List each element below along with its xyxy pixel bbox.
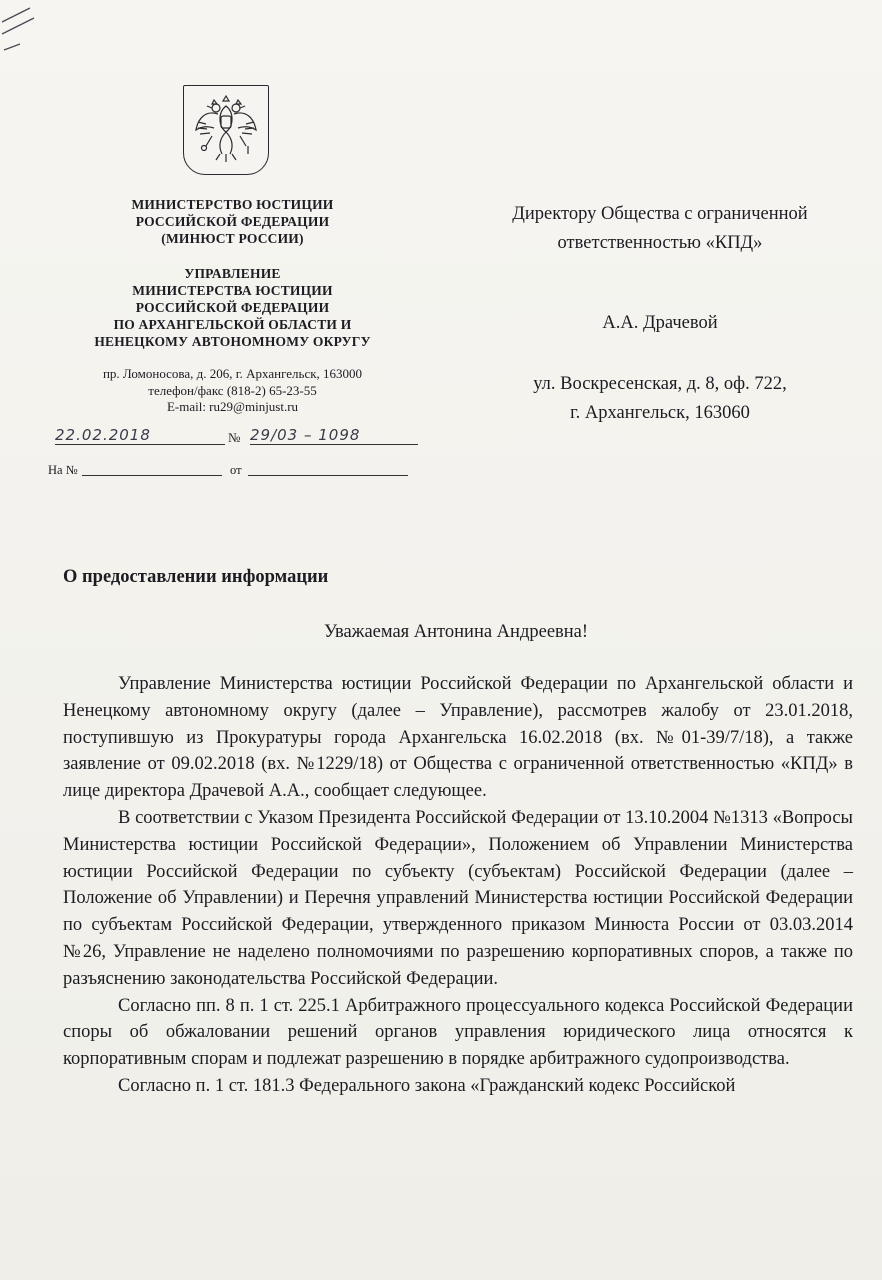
pen-mark-icon <box>0 0 60 60</box>
addressee-city: г. Архангельск, 163060 <box>570 403 750 423</box>
department-name <box>50 265 415 350</box>
addressee-address <box>460 370 860 428</box>
addressee-name: А.А. Драчевой <box>602 313 718 333</box>
addressee-line: Директору Общества с ограниченной <box>512 204 808 224</box>
letter-paragraph: В соответствии с Указом Президента Российской Федерации от 13.10.2004 №1313 «Вопросы Министерства юстиции Российской Федерации», Положением об Управлении Министерства юстиции Российской Федерации по субъекту (субъектам) Российской Федерации (далее – Положение об Управлении) и Перечня управлений Министерства юстиции Российской Федерации по субъектам Российской Федерации, утвержденного приказом Минюста России от 03.03.2014 №26, Управление не наделено полномочиями по разрешению корпоративных споров, а также по разъяснению законодательства Российской Федерации. <box>63 807 853 989</box>
sender-contacts <box>50 366 415 416</box>
addressee-line: ответственностью «КПД» <box>557 233 763 253</box>
department-line: МИНИСТЕРСТВА ЮСТИЦИИ <box>132 283 333 298</box>
letter-subject: О предоставлении информации <box>63 567 329 587</box>
coat-of-arms-emblem <box>183 85 269 175</box>
double-headed-eagle-icon <box>192 92 260 168</box>
sender-email: E-mail: ru29@minjust.ru <box>166 399 299 414</box>
addressee-title <box>460 200 860 258</box>
department-line: ПО АРХАНГЕЛЬСКОЙ ОБЛАСТИ И <box>113 317 352 332</box>
department-line: НЕНЕЦКОМУ АВТОНОМНОМУ ОКРУГУ <box>94 334 371 349</box>
reference-blank <box>82 475 222 476</box>
addressee-street: ул. Воскресенская, д. 8, оф. 722, <box>533 374 787 394</box>
letter-body <box>63 671 853 1100</box>
letter-paragraph: Согласно пп. 8 п. 1 ст. 225.1 Арбитражного процессуального кодекса Российской Федерации споры об обжаловании решений органов управления юридического лица относятся к корпоративным спорам и подлежат разрешению в порядке арбитражного судопроизводства. <box>63 995 853 1070</box>
ministry-name <box>60 196 405 247</box>
department-line: УПРАВЛЕНИЕ <box>184 266 281 281</box>
letter-paragraph: Согласно п. 1 ст. 181.3 Федерального закона «Гражданский кодекс Российской <box>118 1075 736 1096</box>
sender-address: пр. Ломоносова, д. 206, г. Архангельск, 163000 <box>102 366 363 381</box>
registration-number-label: № <box>228 430 241 445</box>
reference-from-label: от <box>230 463 242 477</box>
department-line: РОССИЙСКОЙ ФЕДЕРАЦИИ <box>135 300 330 315</box>
ministry-line: РОССИЙСКОЙ ФЕДЕРАЦИИ <box>135 214 330 229</box>
letter-paragraph: Управление Министерства юстиции Российской Федерации по Архангельской области и Ненецкому автономному округу (далее – Управление), рассмотрев жалобу от 23.01.2018, поступившую из Прокуратуры города Архангельска 16.02.2018 (вх. №01-39/7/18), а также заявление от 09.02.2018 (вх. №1229/18) от Общества с ограниченной ответственностью «КПД» в лице директора Драчевой А.А., сообщает следующее. <box>63 674 853 802</box>
registration-line <box>50 428 420 450</box>
sender-phone: телефон/факс (818-2) 65-23-55 <box>148 382 317 398</box>
ministry-line: (МИНЮСТ РОССИИ) <box>161 231 304 246</box>
letter-greeting: Уважаемая Антонина Андреевна! <box>323 622 589 642</box>
reference-label: На № <box>48 463 78 477</box>
registration-date: 22.02.2018 <box>55 426 225 445</box>
registration-number: 29/03 – 1098 <box>250 426 418 445</box>
ministry-line: МИНИСТЕРСТВО ЮСТИЦИИ <box>131 197 334 212</box>
reference-date-blank <box>248 475 408 476</box>
